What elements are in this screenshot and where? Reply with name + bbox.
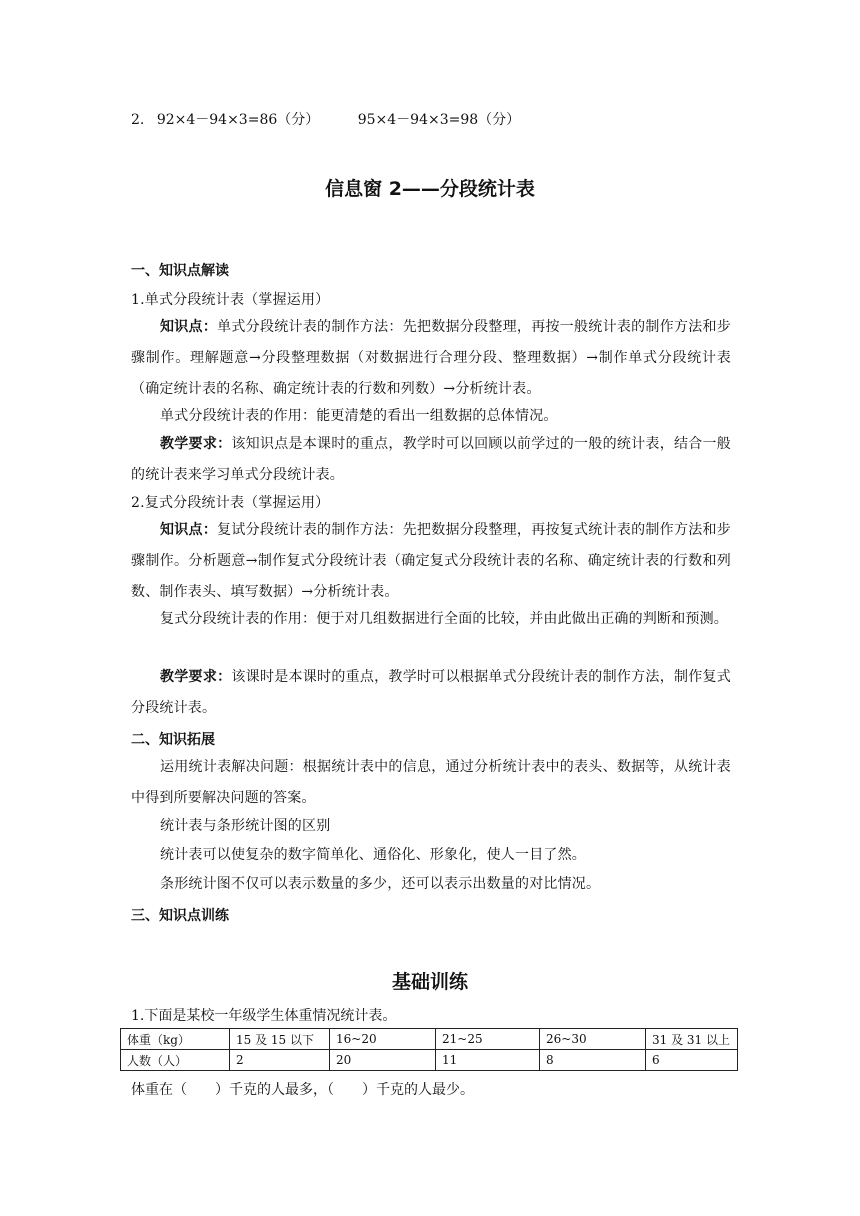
table-cell: 11 [436, 1050, 540, 1071]
answer-number: 2. [131, 112, 145, 128]
section-2-paragraph-4: 条形统计图不仅可以表示数量的多少，还可以表示出数量的对比情况。 [160, 876, 601, 892]
answer-line [131, 111, 731, 129]
knowledge-point-text: 复试分段统计表的制作方法：先把数据分段整理，再按复式统计表的制作方法和步骤制作。分析题意→制作复式分段统计表（确定复式分段统计表的名称、确定统计表的行数和列数、制作表头、填写数据）→分析统计表。 [131, 522, 731, 600]
table-cell: 21~25 [436, 1029, 540, 1050]
table-cell: 15 及 15 以下 [230, 1029, 330, 1050]
question-1-blank: 体重在（ ）千克的人最多，（ ）千克的人最少。 [131, 1082, 474, 1098]
sub-1-title: 1.单式分段统计表（掌握运用） [131, 292, 330, 308]
section-2-paragraph-1: 运用统计表解决问题：根据统计表中的信息，通过分析统计表中的表头、数据等，从统计表中得到所要解决问题的答案。 [131, 759, 731, 806]
sub-2-teaching-requirement [131, 662, 731, 724]
table-cell: 人数（人） [121, 1050, 230, 1071]
section-2-paragraph-2: 统计表与条形统计图的区别 [160, 818, 331, 834]
answer-expression-2: 95×4－94×3=98（分） [357, 112, 521, 128]
table-cell: 26~30 [540, 1029, 646, 1050]
section-2-paragraph-3: 统计表可以使复杂的数字简单化、通俗化、形象化，使人一目了然。 [160, 847, 586, 863]
page-title: 信息窗 2——分段统计表 [325, 178, 535, 200]
teaching-requirement-label: 教学要求： [160, 669, 232, 685]
table-cell: 8 [540, 1050, 646, 1071]
knowledge-point-label: 知识点： [160, 319, 218, 335]
section-3-heading: 三、知识点训练 [131, 908, 229, 924]
section-1-heading: 一、知识点解读 [131, 263, 229, 279]
teaching-requirement-text: 该课时是本课时的重点，教学时可以根据单式分段统计表的制作方法，制作复式分段统计表。 [131, 669, 732, 716]
teaching-requirement-text: 该知识点是本课时的重点，教学时可以回顾以前学过的一般的统计表，结合一般的统计表来学习单式分段统计表。 [131, 436, 732, 483]
table-cell: 16~20 [330, 1029, 436, 1050]
section-2-heading: 二、知识拓展 [131, 732, 215, 748]
table-row [121, 1050, 738, 1071]
teaching-requirement-label: 教学要求： [160, 436, 232, 452]
table-cell: 31 及 31 以上 [646, 1029, 738, 1050]
table-cell: 6 [646, 1050, 738, 1071]
table-cell: 20 [330, 1050, 436, 1071]
sub-2-title: 2.复式分段统计表（掌握运用） [131, 495, 330, 511]
sub-2-knowledge-point [131, 515, 731, 608]
sub-1-knowledge-point [131, 312, 731, 405]
table-cell: 体重（kg） [121, 1029, 230, 1050]
sub-1-teaching-requirement [131, 429, 731, 491]
answer-expression-1: 92×4－94×3=86（分） [156, 112, 320, 128]
table-row [121, 1029, 738, 1050]
knowledge-point-text: 单式分段统计表的制作方法：先把数据分段整理，再按一般统计表的制作方法和步骤制作。理解题意→分段整理数据（对数据进行合理分段、整理数据）→制作单式分段统计表（确定统计表的名称、确定统计表的行数和列数）→分析统计表。 [131, 319, 731, 397]
weight-table [120, 1028, 738, 1071]
knowledge-point-label: 知识点： [160, 522, 218, 538]
sub-1-usage: 单式分段统计表的作用：能更清楚的看出一组数据的总体情况。 [160, 408, 558, 424]
sub-2-usage: 复式分段统计表的作用：便于对几组数据进行全面的比较，并由此做出正确的判断和预测。 [160, 611, 728, 627]
question-1-prompt: 1.下面是某校一年级学生体重情况统计表。 [131, 1008, 397, 1024]
table-cell: 2 [230, 1050, 330, 1071]
training-title: 基础训练 [391, 971, 468, 993]
